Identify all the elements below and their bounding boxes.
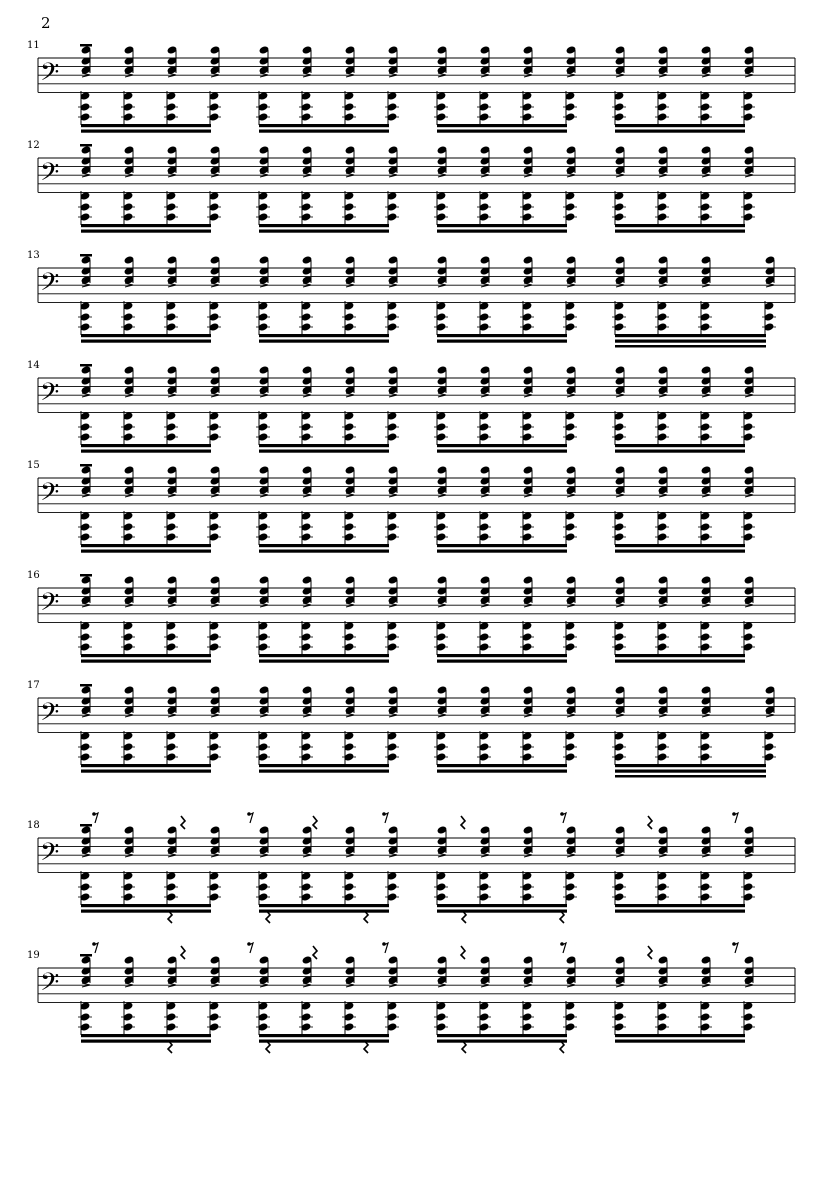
- measure-number: 11: [27, 40, 40, 51]
- staff-system-13: [38, 254, 795, 348]
- staff-system-11: [38, 44, 795, 133]
- measure-number: 16: [27, 570, 40, 581]
- measure-number: 15: [27, 460, 40, 471]
- staff-system-17: [38, 684, 795, 778]
- svg-text:𝄢: 𝄢: [40, 587, 60, 623]
- svg-text:𝄢: 𝄢: [40, 57, 60, 93]
- measure-number: 12: [27, 140, 40, 151]
- svg-text:𝄢: 𝄢: [40, 377, 60, 413]
- page-number: 2: [41, 14, 51, 32]
- measure-number: 17: [27, 680, 40, 691]
- svg-text:𝄢: 𝄢: [40, 697, 60, 733]
- svg-text:𝄢: 𝄢: [40, 967, 60, 1003]
- staff-system-14: [38, 364, 795, 453]
- staff-system-16: [38, 574, 795, 663]
- staff-system-19: [38, 942, 795, 1053]
- svg-text:𝄢: 𝄢: [40, 837, 60, 873]
- measure-number: 14: [27, 360, 40, 371]
- measure-number: 18: [27, 820, 40, 831]
- staff-system-15: [38, 464, 795, 553]
- svg-text:𝄢: 𝄢: [40, 267, 60, 303]
- staff-system-18: [38, 812, 795, 923]
- measure-number: 19: [27, 950, 40, 961]
- staff-system-12: [38, 144, 795, 233]
- svg-text:𝄢: 𝄢: [40, 477, 60, 513]
- measure-number: 13: [27, 250, 40, 261]
- svg-text:𝄢: 𝄢: [40, 157, 60, 193]
